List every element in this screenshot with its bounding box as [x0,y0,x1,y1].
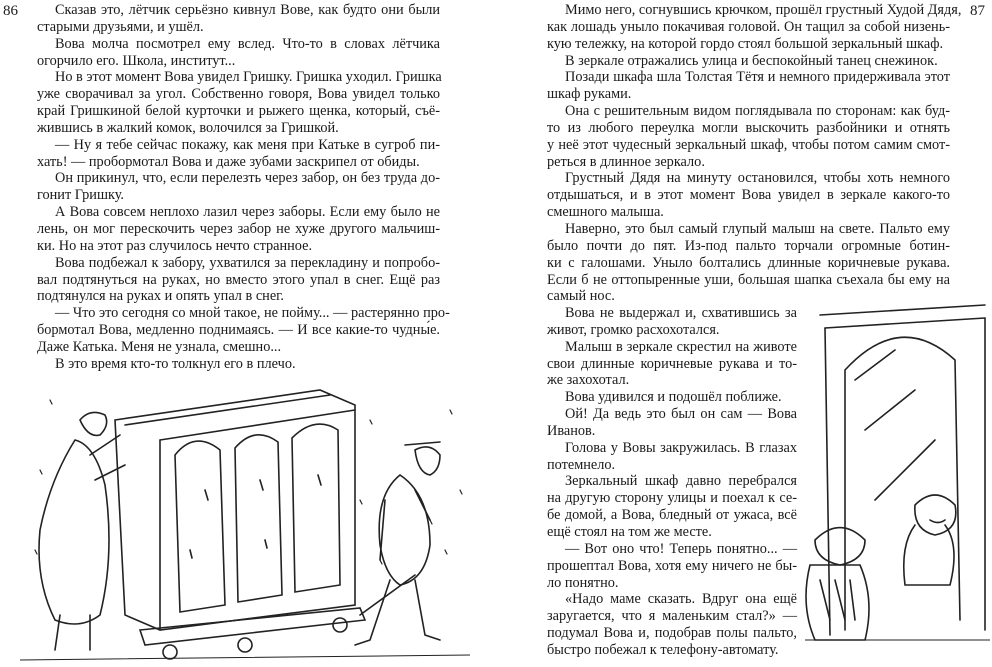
text-line: у неё этот чудесный зеркальный шкаф, чтобы потом самим смот- [547,136,950,153]
text-line: шкаф руками. [547,86,632,103]
text-line: Если б не оттопыренные уши, большая шапка съехала бы ему на [547,271,950,288]
page-number-left: 86 [3,3,18,19]
text-line: Но в этот момент Вова увидел Гришку. Гришка уходил. Гришка [55,69,442,86]
text-line: Мимо него, согнувшись крючком, прошёл грустный Худой Дядя, [565,2,962,18]
text-line: было почти до пят. Из-под пальто торчали огромные ботин- [547,237,950,254]
text-line: старыми друзьями, и ушёл. [37,18,204,35]
text-line: огорчило его. Школа, институт... [37,52,236,69]
text-line: жившись в жалкий комок, волочился за Гришкой. [37,119,339,136]
text-line: Вова не выдержал и, схватившись за [565,305,797,321]
text-line: Наверно, это был самый глупый малыш на свете. Пальто ему [565,220,950,237]
text-line: подумал Вова и, подобрав полы пальто, [547,625,797,642]
text-line: край Гришкиной белой курточки и рыжего щенка, который, съё- [37,103,440,120]
text-line: свои длинные коричневые рукава и то- [547,355,797,372]
text-line: потемнело. [547,456,616,473]
text-line: ло понятно. [547,574,619,591]
text-line: бормотал Вова, медленно поднимаясь. — И все какие-то чудны́е. [37,322,440,339]
mirror-reflection-illustration [805,300,990,645]
text-line: самый нос. [547,288,615,305]
text-line: смешного малыша. [547,204,664,221]
text-line: вал подтянуться на руках, но вместо этого упал в снег. Ещё раз [37,271,440,288]
text-line: быстро побежал к телефону-автомату. [547,641,779,658]
right-page-narrow-text [547,305,797,659]
text-line: ки с галошами. Уныло болтались длинные коричневые рукава. [547,254,950,271]
text-line: Зеркальный шкаф давно перебрался [565,473,797,490]
text-line: бе домой, а Вова, бледный от ужаса, всё [547,507,797,524]
text-line: В зеркале отражались улица и беспокойный танец снежинок. [565,52,938,69]
text-line: — Что это сегодня со мной такое, не пойму... — растерянно про- [55,305,450,322]
text-line: Голова у Вовы закружилась. В глазах [565,439,797,456]
text-line: живот, громко расхохотался. [547,321,720,338]
text-line: подтянулся на руках и опять упал в снег. [37,288,284,305]
text-line: как лошадь уныло покачивая головой. Он тащил за собой низень- [547,18,950,35]
text-line: реться в длинное зеркало. [547,153,705,170]
text-line: Он прикинул, что, если перелезть через забор, он без труда до- [55,170,440,187]
text-line: В это время кто-то толкнул его в плечо. [55,355,296,372]
text-line: Иванов. [547,422,596,439]
text-line: — Вот оно что! Теперь понятно... — [565,540,797,557]
text-line: хать! — пробормотал Вова и даже зубами заскрипел от обиды. [37,153,420,170]
text-line: А Вова совсем неплохо лазил через заборы. Если ему было не [55,204,440,221]
text-line: Вова подбежал к забору, ухватился за перекладину и попробо- [55,254,440,271]
text-line: — Ну я тебе сейчас покажу, как меня при Катьке в сугроб пи- [55,136,440,153]
text-line: уже сворачивал за угол. Собственно говоря, Вова увидел только [37,86,440,103]
page-number-right: 87 [970,3,985,19]
text-line: Грустный Дядя на минуту остановился, чтобы хоть немного [565,170,950,187]
text-line: гонит Гришку. [37,187,124,204]
wardrobe-cart-illustration [20,380,470,665]
text-line: Ой! Да ведь это был он сам — Вова [565,406,797,423]
text-line: Сказав это, лётчик серьёзно кивнул Вове, как будто они были [55,2,440,18]
text-line: же захохотал. [547,372,630,389]
text-line: кую тележку, на которой гордо стоял большой зеркальный шкаф. [547,35,944,52]
text-line: ки. Но на этот раз случилось нечто странное. [37,237,313,254]
text-line: Вова удивился и подошёл поближе. [565,389,782,406]
text-line: отдышаться, и в этот момент Вова увидел в зеркале какого-то [547,187,950,204]
text-line: «Надо маме сказать. Вдруг она ещё [565,591,797,608]
left-page-text [37,2,450,373]
right-page-text [547,2,962,305]
text-line: Даже Катька. Меня не узнала, смешно... [37,338,282,355]
text-line: ещё стоял на том же месте. [547,523,712,540]
text-line: то из любого переулка могли выскочить разбойники и отнять [547,119,950,136]
text-line: Вова молча посмотрел ему вслед. Что-то в словах лётчика [55,35,440,52]
text-line: прошептал Вова, хотя ему ничего не бы- [547,557,797,574]
text-line: на другую сторону улицы и поехал к се- [547,490,797,507]
text-line: заругается, что я маленьким стал?» — [547,608,797,625]
text-line: Она с решительным видом поглядывала по сторонам: как буд- [565,103,950,120]
text-line: лень, он мог перескочить через забор не хуже другого мальчиш- [37,220,440,237]
text-line: Позади шкафа шла Толстая Тётя и немного придерживала этот [565,69,950,86]
text-line: Малыш в зеркале скрестил на животе [565,338,797,355]
